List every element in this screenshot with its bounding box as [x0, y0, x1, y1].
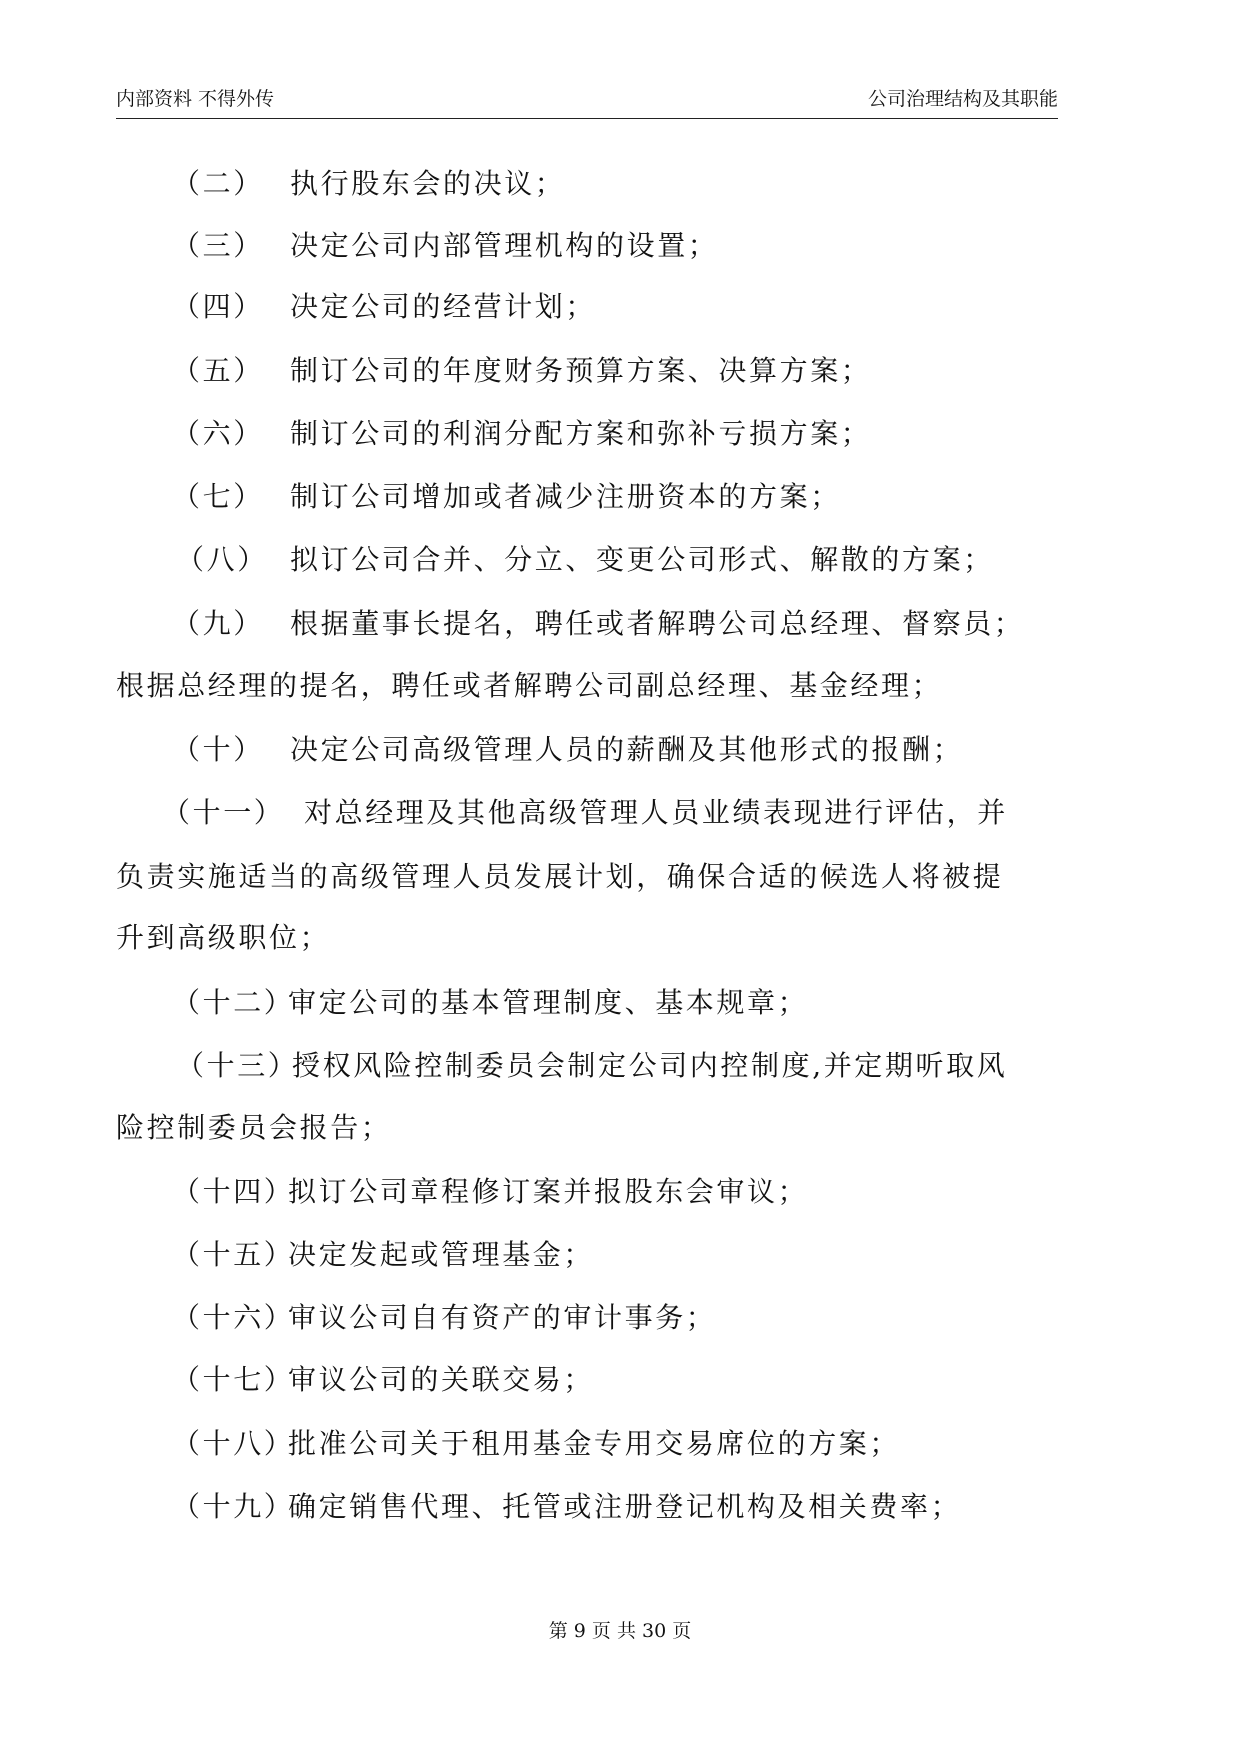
page-number: 第 9 页 共 30 页 [548, 1620, 692, 1642]
page-header [116, 86, 1058, 119]
header-section-title: 公司治理结构及其职能 [867, 88, 1058, 110]
header-confidential-note: 内部资料 不得外传 [116, 88, 275, 110]
